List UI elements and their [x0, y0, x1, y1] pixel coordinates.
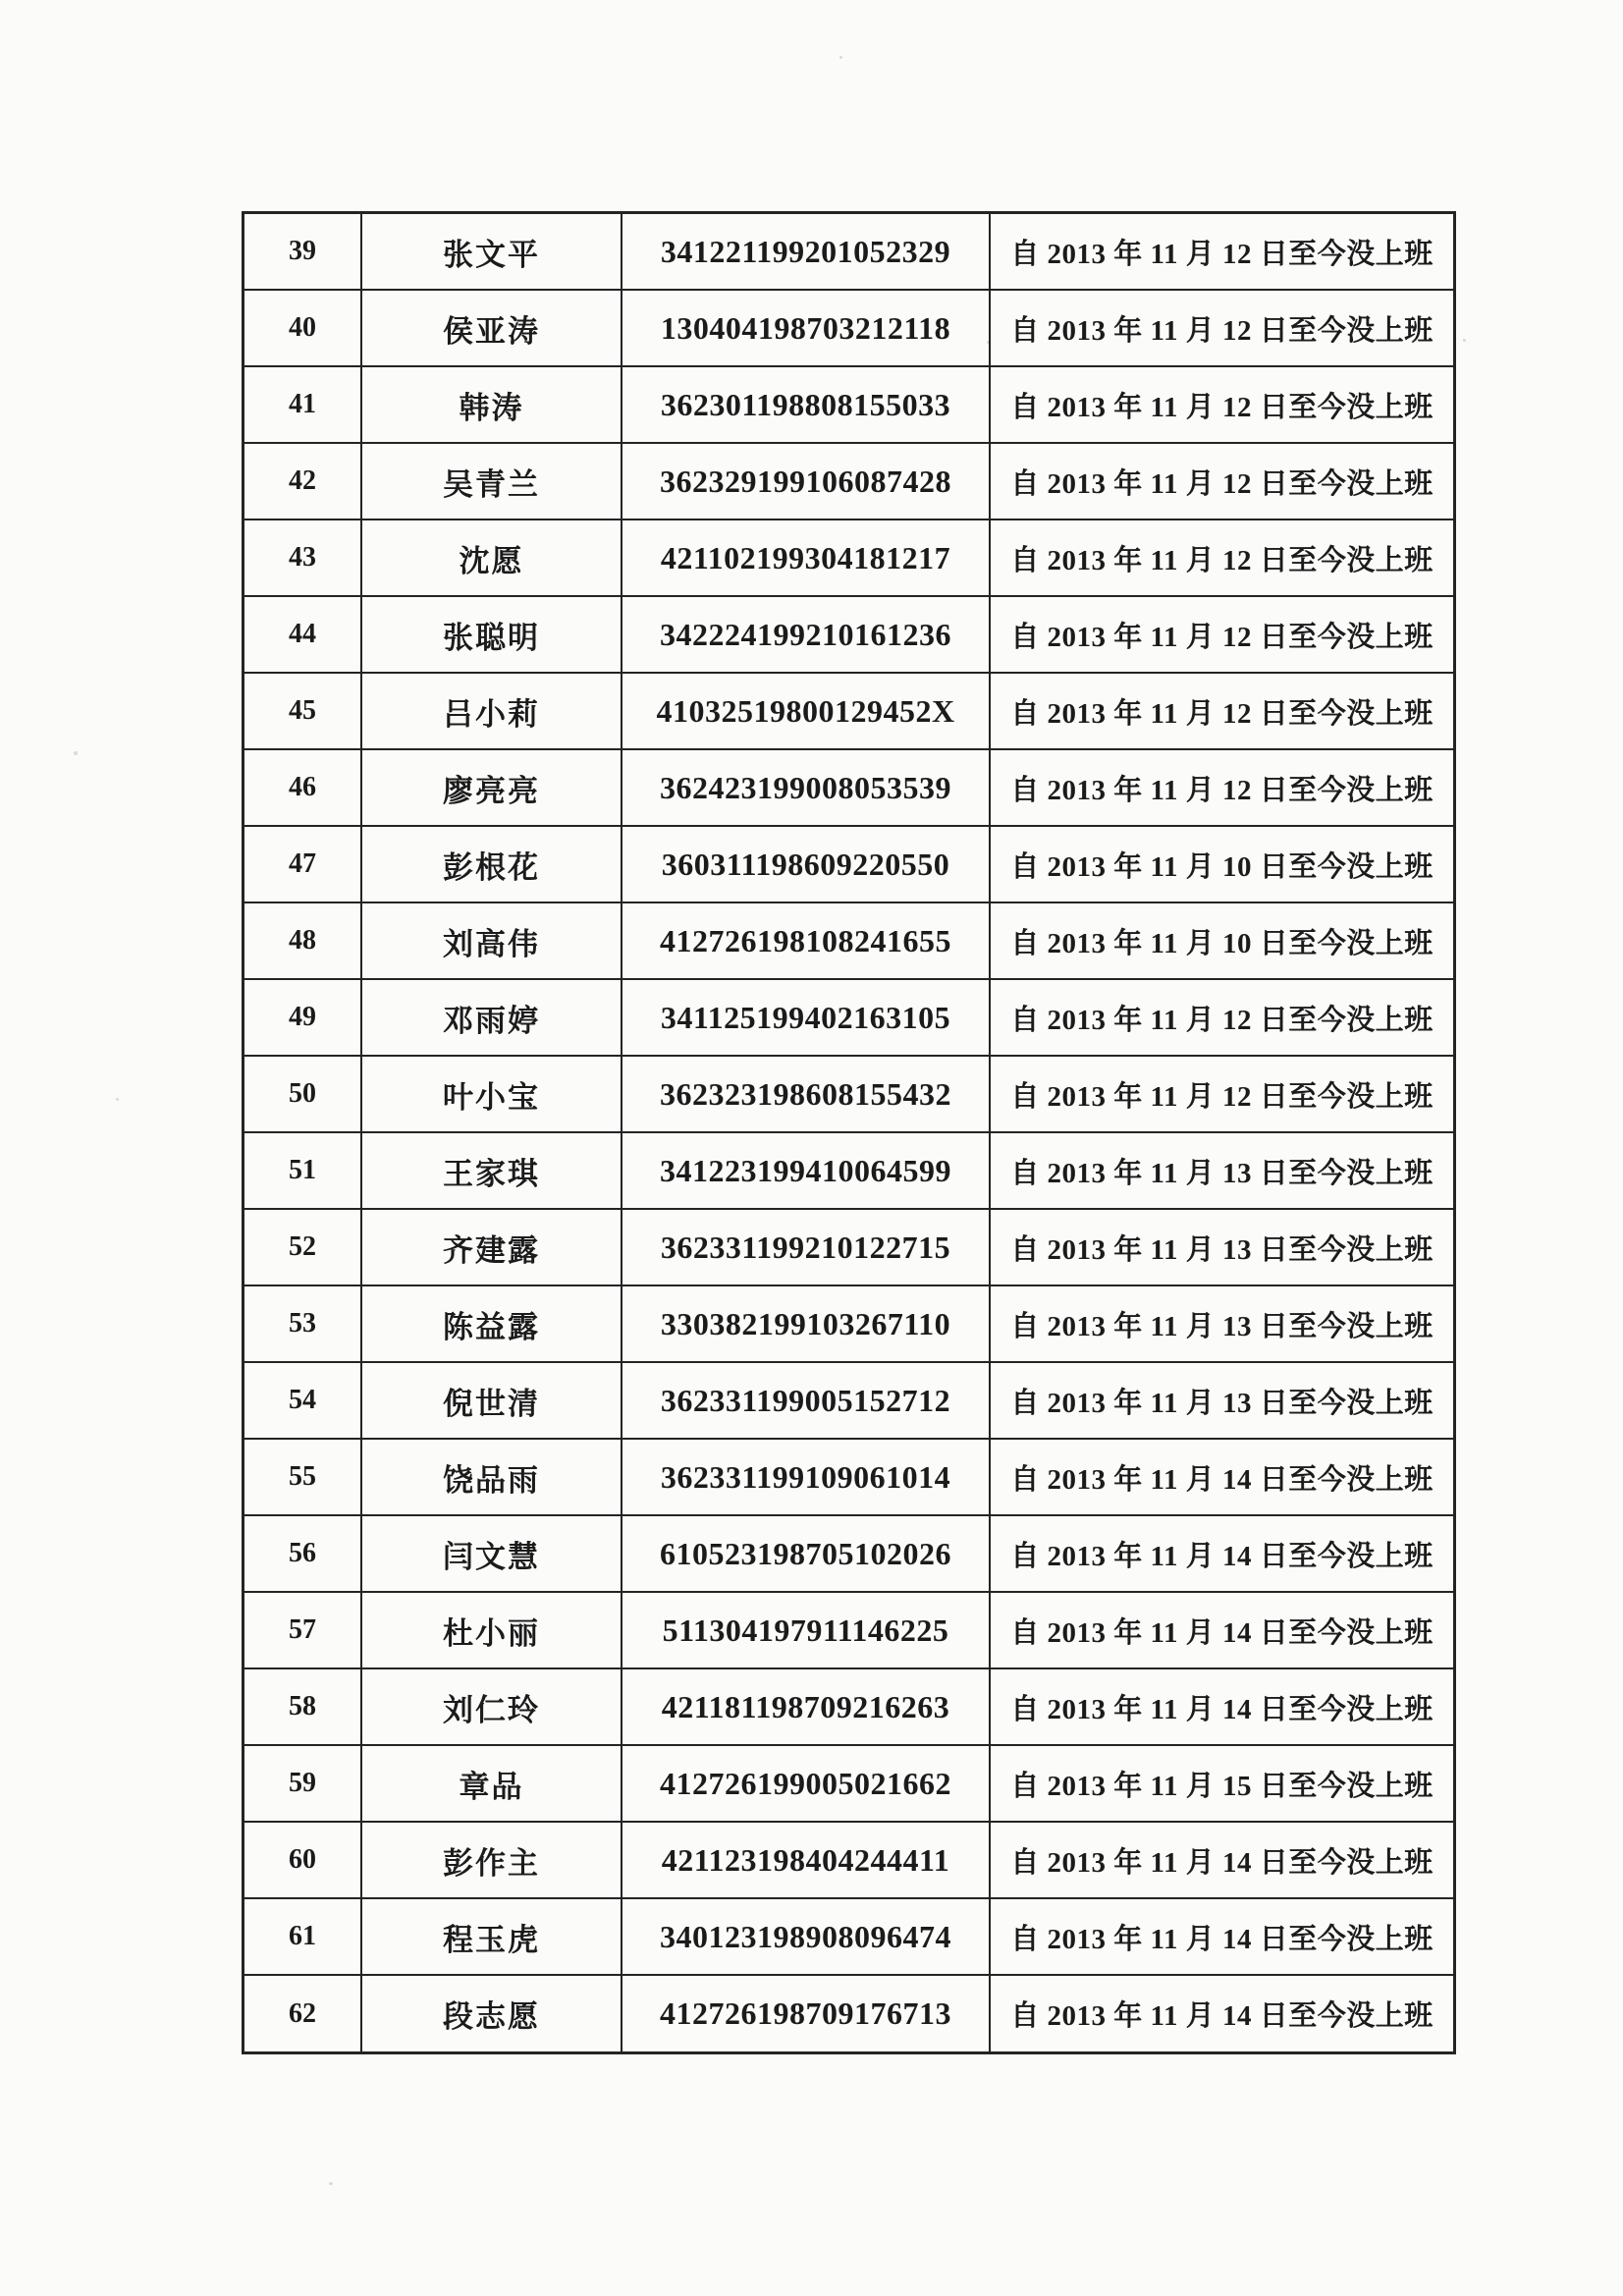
status-cell: 自 2013 年 11 月 12 日至今没上班 [990, 749, 1455, 826]
id-number-cell: 412726198709176713 [622, 1975, 990, 2052]
status-cell: 自 2013 年 11 月 14 日至今没上班 [990, 1592, 1455, 1668]
status-cell: 自 2013 年 11 月 14 日至今没上班 [990, 1668, 1455, 1745]
id-number-cell: 130404198703212118 [622, 290, 990, 366]
status-cell: 自 2013 年 11 月 13 日至今没上班 [990, 1209, 1455, 1285]
name-cell: 章品 [361, 1745, 622, 1822]
name-cell: 彭作主 [361, 1822, 622, 1898]
table-row [243, 826, 1455, 902]
name-cell: 沈愿 [361, 519, 622, 596]
id-number-cell: 421181198709216263 [622, 1668, 990, 1745]
name-cell: 张聪明 [361, 596, 622, 673]
id-number-cell: 341125199402163105 [622, 979, 990, 1056]
row-number-cell: 53 [243, 1285, 362, 1362]
table-row [243, 1592, 1455, 1668]
table-row [243, 443, 1455, 519]
name-cell: 彭根花 [361, 826, 622, 902]
row-number-cell: 47 [243, 826, 362, 902]
table-row [243, 979, 1455, 1056]
status-cell: 自 2013 年 11 月 14 日至今没上班 [990, 1439, 1455, 1515]
id-number-cell: 340123198908096474 [622, 1898, 990, 1975]
row-number-cell: 41 [243, 366, 362, 443]
name-cell: 齐建露 [361, 1209, 622, 1285]
row-number-cell: 44 [243, 596, 362, 673]
table-row [243, 1898, 1455, 1975]
status-cell: 自 2013 年 11 月 13 日至今没上班 [990, 1362, 1455, 1439]
row-number-cell: 43 [243, 519, 362, 596]
id-number-cell: 362423199008053539 [622, 749, 990, 826]
status-cell: 自 2013 年 11 月 12 日至今没上班 [990, 290, 1455, 366]
name-cell: 张文平 [361, 213, 622, 291]
name-cell: 叶小宝 [361, 1056, 622, 1132]
row-number-cell: 42 [243, 443, 362, 519]
status-cell: 自 2013 年 11 月 10 日至今没上班 [990, 902, 1455, 979]
row-number-cell: 40 [243, 290, 362, 366]
table-row [243, 519, 1455, 596]
id-number-cell: 341221199201052329 [622, 213, 990, 291]
table-row [243, 1362, 1455, 1439]
scan-speckle [1463, 339, 1466, 342]
name-cell: 倪世清 [361, 1362, 622, 1439]
id-number-cell: 412726198108241655 [622, 902, 990, 979]
name-cell: 刘仁玲 [361, 1668, 622, 1745]
scan-speckle [116, 1098, 119, 1101]
name-cell: 廖亮亮 [361, 749, 622, 826]
id-number-cell: 412726199005021662 [622, 1745, 990, 1822]
row-number-cell: 49 [243, 979, 362, 1056]
name-cell: 程玉虎 [361, 1898, 622, 1975]
name-cell: 刘高伟 [361, 902, 622, 979]
table-row [243, 290, 1455, 366]
row-number-cell: 45 [243, 673, 362, 749]
name-cell: 陈益露 [361, 1285, 622, 1362]
status-cell: 自 2013 年 11 月 15 日至今没上班 [990, 1745, 1455, 1822]
status-cell: 自 2013 年 11 月 12 日至今没上班 [990, 366, 1455, 443]
table-row [243, 1439, 1455, 1515]
row-number-cell: 50 [243, 1056, 362, 1132]
row-number-cell: 56 [243, 1515, 362, 1592]
id-number-cell: 421123198404244411 [622, 1822, 990, 1898]
status-cell: 自 2013 年 11 月 13 日至今没上班 [990, 1132, 1455, 1209]
name-cell: 闫文慧 [361, 1515, 622, 1592]
status-cell: 自 2013 年 11 月 14 日至今没上班 [990, 1975, 1455, 2052]
row-number-cell: 61 [243, 1898, 362, 1975]
id-number-cell: 362301198808155033 [622, 366, 990, 443]
status-cell: 自 2013 年 11 月 12 日至今没上班 [990, 213, 1455, 291]
status-cell: 自 2013 年 11 月 12 日至今没上班 [990, 443, 1455, 519]
id-number-cell: 41032519800129452X [622, 673, 990, 749]
row-number-cell: 48 [243, 902, 362, 979]
table-row [243, 1975, 1455, 2052]
name-cell: 饶品雨 [361, 1439, 622, 1515]
id-number-cell: 342224199210161236 [622, 596, 990, 673]
table-row [243, 1132, 1455, 1209]
id-number-cell: 330382199103267110 [622, 1285, 990, 1362]
name-cell: 侯亚涛 [361, 290, 622, 366]
row-number-cell: 62 [243, 1975, 362, 2052]
row-number-cell: 59 [243, 1745, 362, 1822]
table-row [243, 596, 1455, 673]
table-row [243, 1822, 1455, 1898]
status-cell: 自 2013 年 11 月 12 日至今没上班 [990, 519, 1455, 596]
table-row [243, 366, 1455, 443]
table-row [243, 673, 1455, 749]
status-cell: 自 2013 年 11 月 14 日至今没上班 [990, 1822, 1455, 1898]
name-cell: 段志愿 [361, 1975, 622, 2052]
id-number-cell: 362329199106087428 [622, 443, 990, 519]
status-cell: 自 2013 年 11 月 12 日至今没上班 [990, 673, 1455, 749]
name-cell: 王家琪 [361, 1132, 622, 1209]
scan-speckle [74, 751, 78, 755]
table-row [243, 749, 1455, 826]
status-cell: 自 2013 年 11 月 13 日至今没上班 [990, 1285, 1455, 1362]
name-cell: 杜小丽 [361, 1592, 622, 1668]
status-cell: 自 2013 年 11 月 14 日至今没上班 [990, 1515, 1455, 1592]
table-row [243, 213, 1455, 291]
table-row [243, 1056, 1455, 1132]
row-number-cell: 55 [243, 1439, 362, 1515]
status-cell: 自 2013 年 11 月 12 日至今没上班 [990, 1056, 1455, 1132]
roster-body [243, 213, 1455, 2053]
status-cell: 自 2013 年 11 月 12 日至今没上班 [990, 596, 1455, 673]
row-number-cell: 46 [243, 749, 362, 826]
name-cell: 韩涛 [361, 366, 622, 443]
table-row [243, 1668, 1455, 1745]
scan-speckle [839, 56, 842, 59]
row-number-cell: 52 [243, 1209, 362, 1285]
row-number-cell: 58 [243, 1668, 362, 1745]
name-cell: 吕小莉 [361, 673, 622, 749]
table-row [243, 1745, 1455, 1822]
id-number-cell: 362331199109061014 [622, 1439, 990, 1515]
name-cell: 吴青兰 [361, 443, 622, 519]
status-cell: 自 2013 年 11 月 10 日至今没上班 [990, 826, 1455, 902]
status-cell: 自 2013 年 11 月 14 日至今没上班 [990, 1898, 1455, 1975]
table-row [243, 1285, 1455, 1362]
status-cell: 自 2013 年 11 月 12 日至今没上班 [990, 979, 1455, 1056]
id-number-cell: 362323198608155432 [622, 1056, 990, 1132]
row-number-cell: 51 [243, 1132, 362, 1209]
table-row [243, 902, 1455, 979]
table-row [243, 1209, 1455, 1285]
scan-speckle [329, 2182, 333, 2185]
id-number-cell: 360311198609220550 [622, 826, 990, 902]
absentee-roster-table [242, 211, 1456, 2054]
id-number-cell: 511304197911146225 [622, 1592, 990, 1668]
id-number-cell: 421102199304181217 [622, 519, 990, 596]
row-number-cell: 39 [243, 213, 362, 291]
id-number-cell: 362331199210122715 [622, 1209, 990, 1285]
row-number-cell: 60 [243, 1822, 362, 1898]
id-number-cell: 362331199005152712 [622, 1362, 990, 1439]
table-row [243, 1515, 1455, 1592]
name-cell: 邓雨婷 [361, 979, 622, 1056]
id-number-cell: 610523198705102026 [622, 1515, 990, 1592]
id-number-cell: 341223199410064599 [622, 1132, 990, 1209]
row-number-cell: 54 [243, 1362, 362, 1439]
row-number-cell: 57 [243, 1592, 362, 1668]
